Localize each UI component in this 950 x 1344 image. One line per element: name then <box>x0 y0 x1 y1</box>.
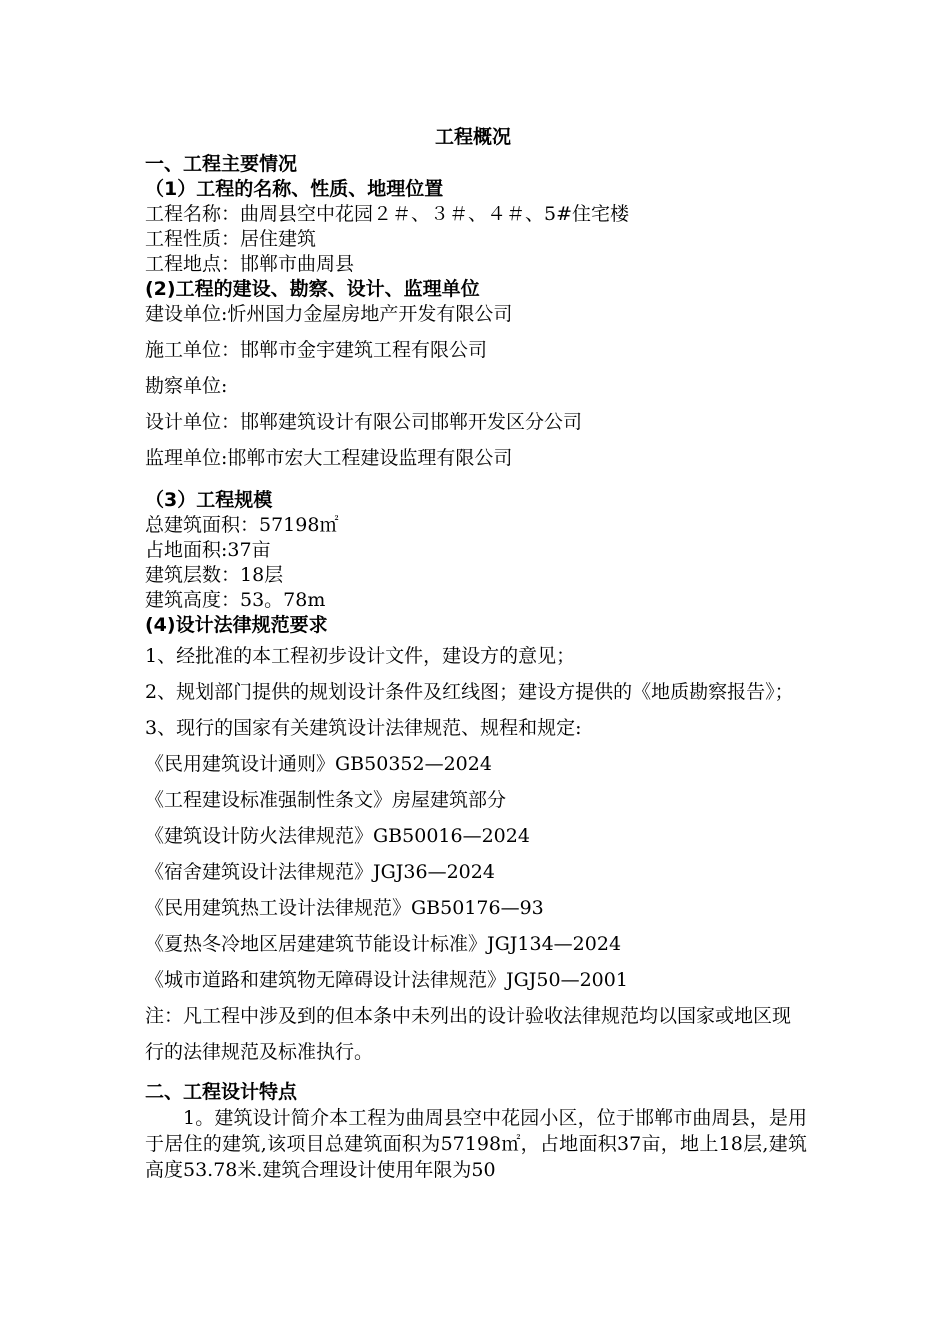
standard-item: 《夏热冬冷地区居建建筑节能设计标准》JGJ134—2024 <box>145 933 622 955</box>
text-line-constructor: 施工单位：邯郸市金宇建筑工程有限公司 <box>145 339 488 361</box>
text-line-project-name: 工程名称：曲周县空中花园２＃、３＃、４＃、5#住宅楼 <box>145 203 630 225</box>
list-item-2: 2、规划部门提供的规划设计条件及红线图；建设方提供的《地质勘察报告》； <box>145 681 794 703</box>
text-line-total-area: 总建筑面积：57198㎡ <box>145 514 339 536</box>
section-heading-design-features: 二、工程设计特点 <box>145 1081 298 1103</box>
text-line-height: 建筑高度：53。78m <box>145 589 326 611</box>
standard-item: 《民用建筑热工设计法律规范》GB50176—93 <box>145 897 544 919</box>
text-line-project-nature: 工程性质：居住建筑 <box>145 228 317 250</box>
subheading-units: (2)工程的建设、勘察、设计、监理单位 <box>145 278 480 300</box>
list-item-3: 3、现行的国家有关建筑设计法律规范、规程和规定: <box>145 717 582 739</box>
note-text: 注：凡工程中涉及到的但本条中未列出的设计验收法律规范均以国家或地区现行的法律规范及标准执行。 <box>145 1005 792 1063</box>
text-line-designer: 设计单位：邯郸建筑设计有限公司邯郸开发区分公司 <box>145 411 583 433</box>
design-intro-paragraph: 1。建筑设计简介本工程为曲周县空中花园小区，位于邯郸市曲周县，是用于居住的建筑,该项目总建筑面积为57198㎡，占地面积37亩，地上18层,建筑高度53.78米.建筑合理设计使用年限为50 <box>145 1107 807 1181</box>
text-line-supervisor: 监理单位:邯郸市宏大工程建设监理有限公司 <box>145 447 513 469</box>
standard-item: 《建筑设计防火法律规范》GB50016—2024 <box>145 825 530 847</box>
text-line-surveyor: 勘察单位: <box>145 375 228 397</box>
subheading-name-nature-location: （1）工程的名称、性质、地理位置 <box>145 178 444 200</box>
text-line-land-area: 占地面积:37亩 <box>145 539 271 561</box>
section-heading-main-info: 一、工程主要情况 <box>145 153 298 175</box>
text-line-floors: 建筑层数：18层 <box>145 564 284 586</box>
standard-item: 《民用建筑设计通则》GB50352—2024 <box>145 753 492 775</box>
document-body <box>145 122 805 1183</box>
page-title: 工程概况 <box>434 126 511 148</box>
list-item-1: 1、经批准的本工程初步设计文件，建设方的意见； <box>145 645 576 667</box>
subheading-design-codes: (4)设计法律规范要求 <box>145 614 328 636</box>
subheading-scale: （3）工程规模 <box>145 489 273 511</box>
text-line-developer: 建设单位:忻州国力金屋房地产开发有限公司 <box>145 303 513 325</box>
standard-item: 《宿舍建筑设计法律规范》JGJ36—2024 <box>145 861 495 883</box>
text-line-project-location: 工程地点：邯郸市曲周县 <box>145 253 355 275</box>
standard-item: 《城市道路和建筑物无障碍设计法律规范》JGJ50—2001 <box>145 969 628 991</box>
standard-item: 《工程建设标准强制性条文》房屋建筑部分 <box>145 789 507 811</box>
